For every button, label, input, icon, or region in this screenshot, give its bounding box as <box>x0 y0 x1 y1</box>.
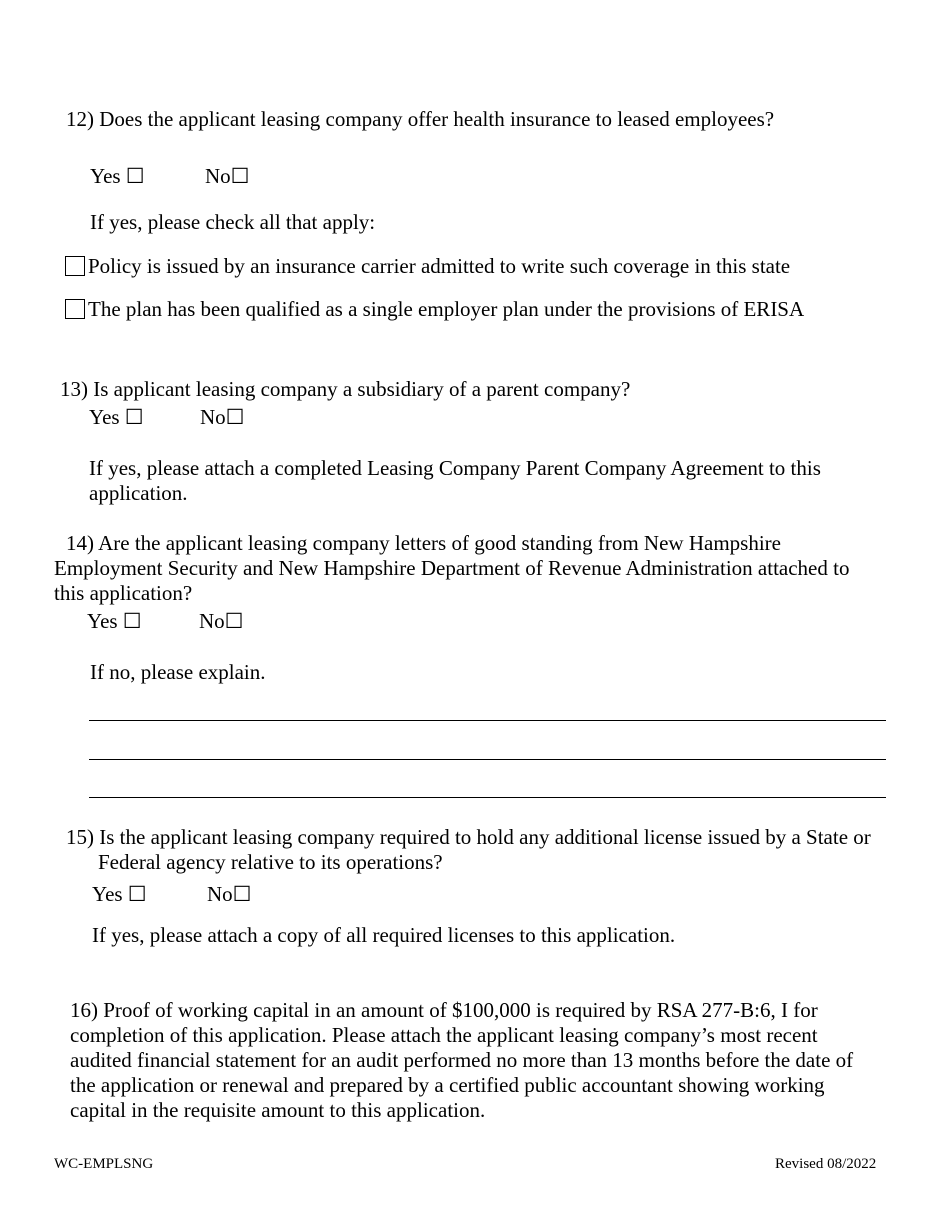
q14-explain-line-2[interactable] <box>89 759 886 760</box>
q12-option-2-label: The plan has been qualified as a single employer plan under the provisions of ERISA <box>88 297 805 321</box>
q14-yes-checkbox[interactable]: Yes ☐ <box>87 609 142 633</box>
q16-line-3: audited financial statement for an audit performed no more than 13 months before the date of <box>70 1048 854 1072</box>
q16-line-4: the application or renewal and prepared by a certified public accountant showing working <box>70 1073 825 1097</box>
q14-explain-line-1[interactable] <box>89 720 886 721</box>
q12-yes-checkbox[interactable]: Yes ☐ <box>90 164 145 188</box>
q13-yes-checkbox[interactable]: Yes ☐ <box>89 405 144 429</box>
q12-option-1-label: Policy is issued by an insurance carrier admitted to write such coverage in this state <box>88 254 791 278</box>
q15-yes-checkbox[interactable]: Yes ☐ <box>92 882 147 906</box>
q15-instruction: If yes, please attach a copy of all required licenses to this application. <box>92 923 676 947</box>
q14-question-line-1: 14) Are the applicant leasing company letters of good standing from New Hampshire <box>66 531 781 555</box>
q15-no-checkbox[interactable]: No☐ <box>207 882 252 906</box>
q16-line-1: 16) Proof of working capital in an amount of $100,000 is required by RSA 277-B:6, I for <box>70 998 818 1022</box>
footer-form-id: WC-EMPLSNG <box>54 1156 154 1172</box>
q14-explain-line-3[interactable] <box>89 797 886 798</box>
q12-option-2-checkbox[interactable] <box>65 299 85 319</box>
q13-instruction-line-1: If yes, please attach a completed Leasing Company Parent Company Agreement to this <box>89 456 821 480</box>
q12-question: 12) Does the applicant leasing company offer health insurance to leased employees? <box>66 107 775 131</box>
q14-instruction: If no, please explain. <box>90 660 266 684</box>
footer-revised-date: Revised 08/2022 <box>775 1156 877 1172</box>
q14-question-line-3: this application? <box>54 581 193 605</box>
q12-option-1-checkbox[interactable] <box>65 256 85 276</box>
q12-no-checkbox[interactable]: No☐ <box>205 164 250 188</box>
q14-question-line-2: Employment Security and New Hampshire Department of Revenue Administration attached to <box>54 556 850 580</box>
q16-line-5: capital in the requisite amount to this application. <box>70 1098 486 1122</box>
q14-no-checkbox[interactable]: No☐ <box>199 609 244 633</box>
q12-instruction: If yes, please check all that apply: <box>90 210 376 234</box>
q13-no-checkbox[interactable]: No☐ <box>200 405 245 429</box>
q15-question-line-1: 15) Is the applicant leasing company required to hold any additional license issued by a State or <box>66 825 871 849</box>
q13-question: 13) Is applicant leasing company a subsidiary of a parent company? <box>60 377 631 401</box>
q13-instruction-line-2: application. <box>89 481 188 505</box>
q16-line-2: completion of this application. Please attach the applicant leasing company’s most recent <box>70 1023 818 1047</box>
q15-question-line-2: Federal agency relative to its operations? <box>98 850 443 874</box>
